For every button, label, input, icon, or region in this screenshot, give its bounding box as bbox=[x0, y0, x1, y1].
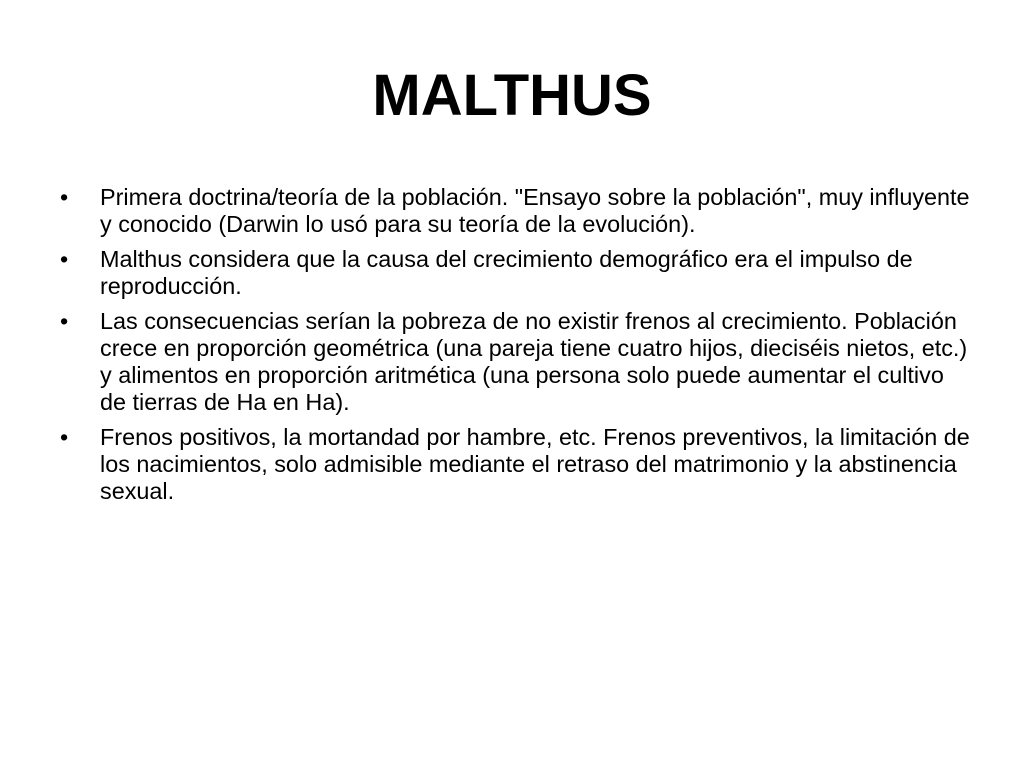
bullet-list bbox=[56, 184, 972, 513]
bullet-item bbox=[56, 308, 972, 416]
bullet-text: Malthus considera que la causa del crecimiento demográfico era el impulso de reproducción. bbox=[100, 246, 913, 299]
bullet-item bbox=[56, 246, 972, 300]
bullet-icon: • bbox=[60, 184, 69, 210]
slide-title: MALTHUS bbox=[372, 63, 652, 128]
bullet-icon: • bbox=[60, 246, 69, 272]
bullet-text: Primera doctrina/teoría de la población. "Ensayo sobre la población", muy influyente y conocido (Darwin lo usó para su teoría de la evolución). bbox=[100, 184, 970, 237]
bullet-icon: • bbox=[60, 308, 69, 334]
bullet-item bbox=[56, 424, 972, 505]
bullet-text: Las consecuencias serían la pobreza de no existir frenos al crecimiento. Población crece en proporción geométrica (una pareja tiene cuatro hijos, dieciséis nietos, etc.) y alimentos en proporción aritmética (una persona solo puede aumentar el cultivo de tierras de Ha en Ha). bbox=[100, 308, 968, 415]
bullet-text: Frenos positivos, la mortandad por hambre, etc. Frenos preventivos, la limitación de los nacimientos, solo admisible mediante el retraso del matrimonio y la abstinencia sexual. bbox=[100, 424, 970, 504]
bullet-icon: • bbox=[60, 424, 69, 450]
bullet-item bbox=[56, 184, 972, 238]
